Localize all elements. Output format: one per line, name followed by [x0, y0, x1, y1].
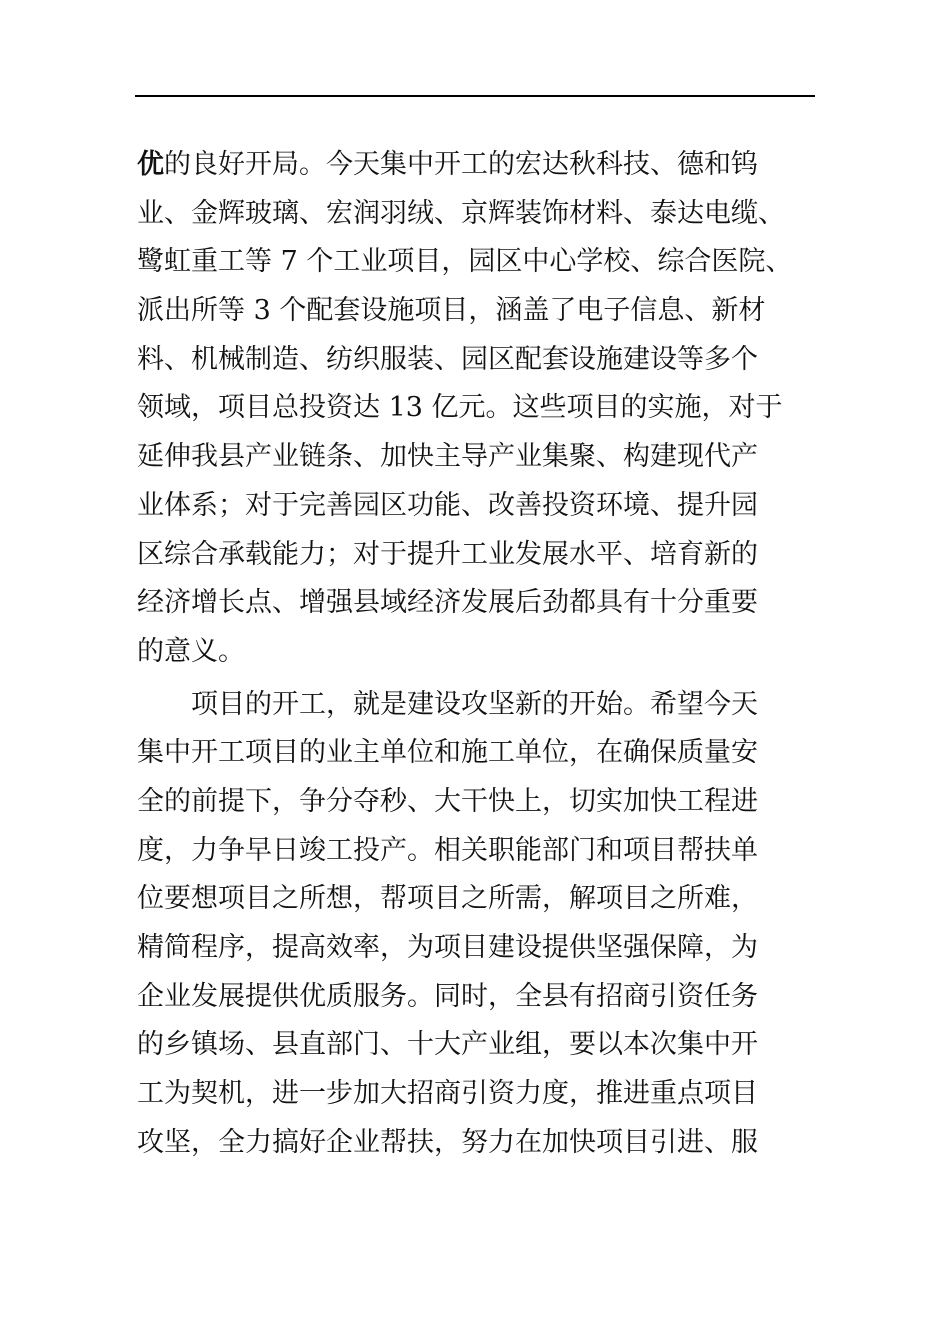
document-body: [137, 141, 817, 1167]
text-line: 攻坚，全力搞好企业帮扶，努力在加快项目引进、服: [137, 1126, 758, 1158]
paragraph-first-char: 优: [137, 149, 164, 180]
text-line: 延伸我县产业链条、加快主导产业集聚、构建现代产: [137, 441, 758, 473]
text-line: 集中开工项目的业主单位和施工单位，在确保质量安: [137, 737, 758, 769]
text-line: 全的前提下，争分夺秒、大干快上，切实加快工程进: [137, 785, 758, 817]
text-line: 料、机械制造、纺织服装、园区配套设施建设等多个: [137, 343, 758, 375]
text-line: 领域，项目总投资达 13 亿元。这些项目的实施，对于: [137, 392, 783, 424]
text-line: 度，力争早日竣工投产。相关职能部门和项目帮扶单: [137, 834, 758, 866]
text-line: 工为契机，进一步加大招商引资力度，推进重点项目: [137, 1078, 758, 1110]
text-line: 的乡镇场、县直部门、十大产业组，要以本次集中开: [137, 1029, 758, 1061]
header-rule: [135, 95, 815, 97]
text-line: 优的良好开局。今天集中开工的宏达秋科技、德和钨: [137, 149, 758, 180]
paragraph-2: [137, 681, 817, 1168]
text-line: 企业发展提供优质服务。同时，全县有招商引资任务: [137, 980, 758, 1012]
text-line: 项目的开工，就是建设攻坚新的开始。希望今天: [191, 688, 758, 720]
text-line: 业体系；对于完善园区功能、改善投资环境、提升园: [137, 489, 758, 521]
text-line: 精简程序，提高效率，为项目建设提供坚强保障，为: [137, 932, 758, 963]
text-line: 业、金辉玻璃、宏润羽绒、京辉装饰材料、泰达电缆、: [137, 197, 785, 229]
text-line: 经济增长点、增强县域经济发展后劲都具有十分重要: [137, 587, 758, 619]
paragraph-1: [137, 141, 817, 677]
text-line: 的意义。: [137, 635, 245, 667]
text-line: 区综合承载能力；对于提升工业发展水平、培育新的: [137, 538, 758, 570]
text-line: 位要想项目之所想，帮项目之所需，解项目之所难，: [137, 883, 758, 915]
text-line: 派出所等 3 个配套设施项目，涵盖了电子信息、新材: [137, 295, 766, 327]
text-line: 鹭虹重工等 7 个工业项目，园区中心学校、综合医院、: [137, 246, 793, 278]
